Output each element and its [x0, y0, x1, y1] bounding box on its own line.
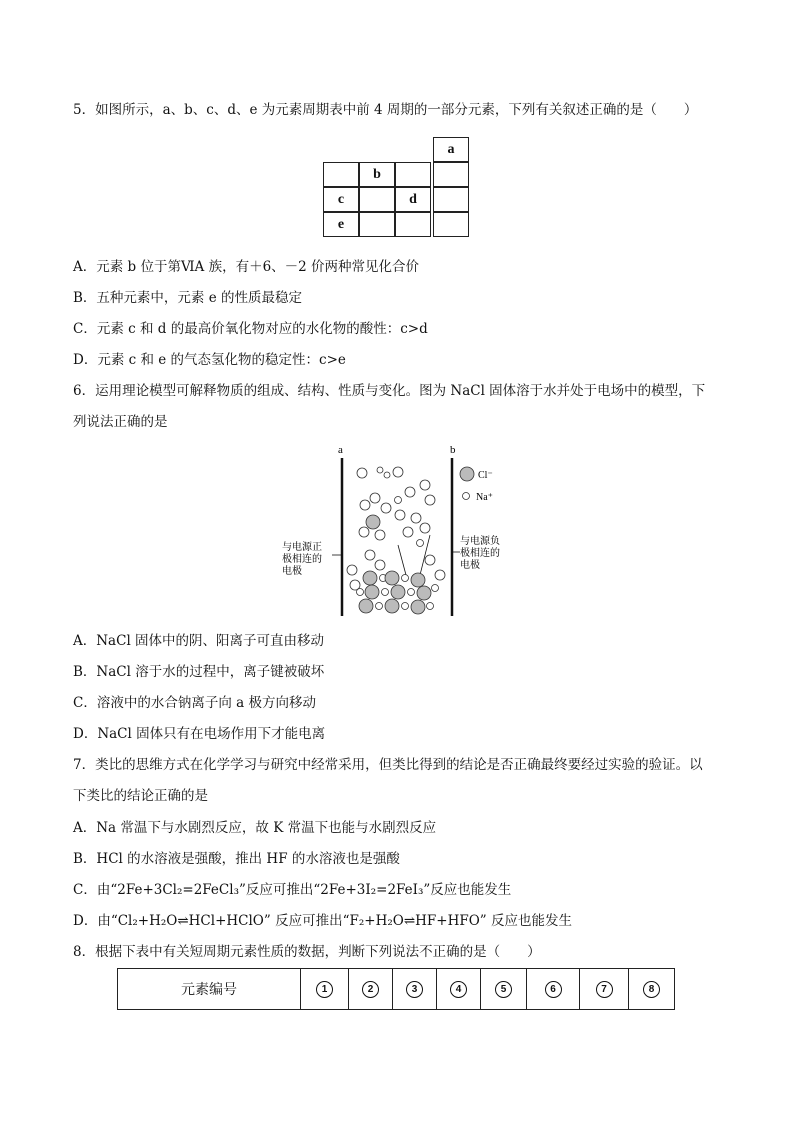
q7-stem-line1: 7．类比的思维方式在化学学习与研究中经常采用，但类比得到的结论是否正确最终要经过实验的验证。以 [73, 757, 703, 773]
right-electrode-label-3: 电极 [460, 560, 480, 571]
element-number-cell [527, 969, 580, 1010]
element-number-cell [580, 969, 629, 1010]
q7-option-a: A．Na 常温下与水剧烈反应，故 K 常温下也能与水剧烈反应 [73, 820, 437, 836]
cell-d: d [395, 187, 431, 212]
right-electrode-label-2: 极相连的 [460, 548, 500, 559]
cell-b: b [359, 162, 395, 187]
electrode-b-label: b [450, 444, 456, 456]
q5-option-c: C．元素 c 和 d 的最高价氧化物对应的水化物的酸性：c>d [73, 321, 428, 337]
cell-empty [359, 187, 395, 212]
element-number-5: 5 [495, 981, 512, 998]
element-number-3: 3 [406, 981, 423, 998]
table-header-cell: 元素编号 [118, 969, 301, 1010]
q6-option-b: B．NaCl 溶于水的过程中，离子键被破坏 [73, 664, 325, 680]
element-number-cell [437, 969, 481, 1010]
element-number-7: 7 [596, 981, 613, 998]
q5-stem: 5．如图所示，a、b、c、d、e 为元素周期表中前 4 周期的一部分元素，下列有关叙述正确的是（ ） [73, 102, 698, 118]
q6-option-c: C．溶液中的水合钠离子向 a 极方向移动 [73, 695, 316, 711]
element-number-cell [349, 969, 393, 1010]
q6-stem-line2: 列说法正确的是 [73, 414, 168, 430]
q7-stem-line2: 下类比的结论正确的是 [73, 788, 208, 804]
cell-empty [433, 162, 469, 187]
periodic-table-fragment [323, 137, 469, 239]
cell-e: e [323, 212, 359, 237]
q6-option-d: D．NaCl 固体只有在电场作用下才能电离 [73, 726, 326, 742]
q5-option-a: A．元素 b 位于第ⅥA 族，有＋6、－2 价两种常见化合价 [73, 259, 420, 275]
table-row [118, 969, 675, 1010]
cell-empty [323, 162, 359, 187]
cell-empty [433, 212, 469, 237]
electrode-a-label: a [338, 444, 343, 456]
q6-stem-line1: 6．运用理论模型可解释物质的组成、结构、性质与变化。图为 NaCl 固体溶于水并处于电场中的模型，下 [73, 383, 706, 399]
element-number-cell [481, 969, 527, 1010]
element-number-4: 4 [450, 981, 467, 998]
cell-empty [359, 212, 395, 237]
element-number-2: 2 [362, 981, 379, 998]
left-electrode-label-1: 与电源正 [282, 542, 322, 553]
cell-empty [395, 162, 431, 187]
legend-cl: Cl⁻ [478, 470, 493, 481]
q5-option-b: B．五种元素中，元素 e 的性质最稳定 [73, 290, 302, 306]
legend-na: Na⁺ [476, 492, 493, 503]
element-number-cell [629, 969, 675, 1010]
left-electrode-label-3: 电极 [282, 566, 302, 577]
element-number-1: 1 [316, 981, 333, 998]
q7-option-c: C．由“2Fe+3Cl₂=2FeCl₃”反应可推出“2Fe+3I₂=2FeI₃”反应也能发生 [73, 882, 512, 898]
cell-empty [395, 212, 431, 237]
element-property-table [117, 968, 675, 1010]
q8-stem: 8．根据下表中有关短周期元素性质的数据，判断下列说法不正确的是（ ） [73, 944, 541, 960]
cell-c: c [323, 187, 359, 212]
element-number-6: 6 [545, 981, 562, 998]
nacl-electrolysis-figure [280, 440, 520, 620]
element-number-8: 8 [643, 981, 660, 998]
q7-option-d: D．由“Cl₂+H₂O⇌HCl+HClO” 反应可推出“F₂+H₂O⇌HF+HFO” 反应也能发生 [73, 913, 572, 929]
q6-option-a: A．NaCl 固体中的阴、阳离子可直由移动 [73, 633, 325, 649]
element-number-cell [393, 969, 437, 1010]
right-electrode-label-1: 与电源负 [460, 536, 500, 547]
cell-empty [433, 187, 469, 212]
element-number-cell [301, 969, 349, 1010]
q5-option-d: D．元素 c 和 e 的气态氢化物的稳定性：c>e [73, 352, 346, 368]
q7-option-b: B．HCl 的水溶液是强酸，推出 HF 的水溶液也是强酸 [73, 851, 400, 867]
cell-a: a [433, 137, 469, 162]
left-electrode-label-2: 极相连的 [282, 554, 322, 565]
